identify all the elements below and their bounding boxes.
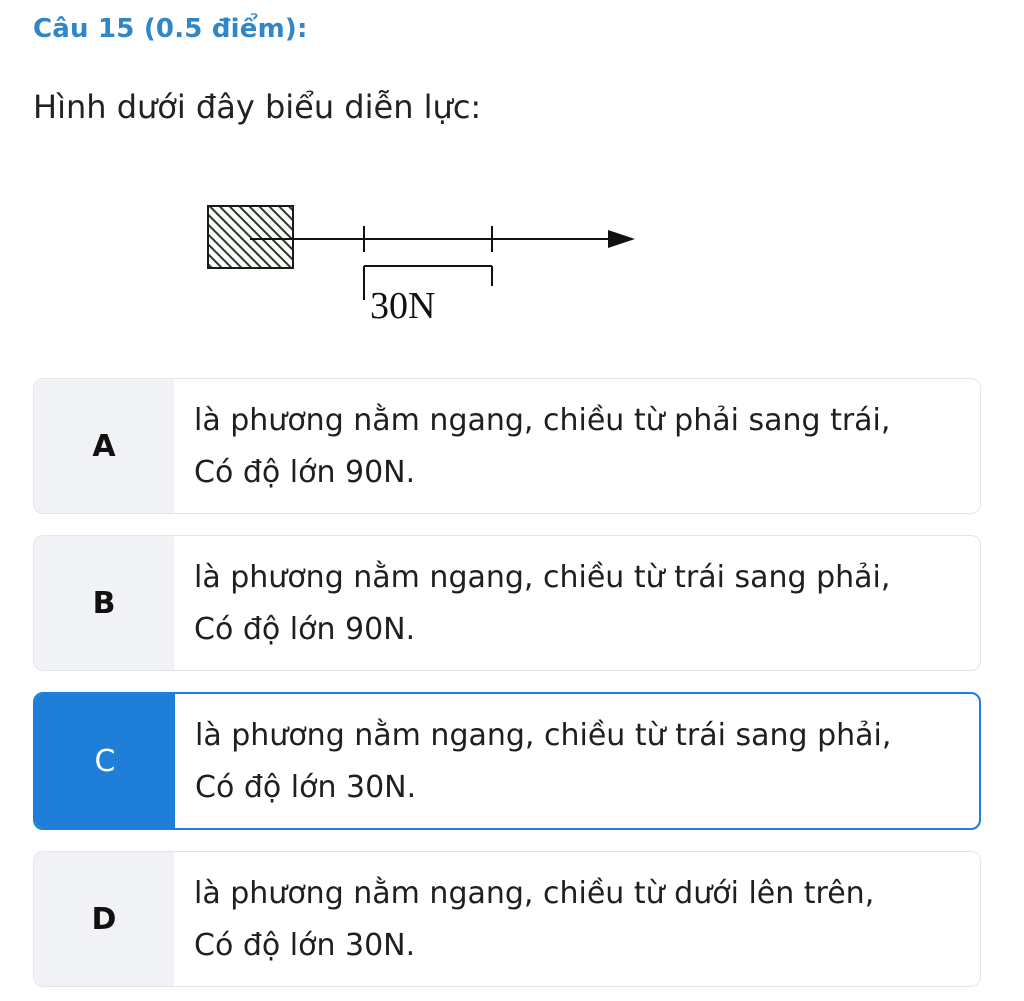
scale-label: 30N (370, 285, 436, 327)
option-text-line1: là phương nằm ngang, chiều từ dưới lên trên, (194, 876, 875, 911)
object-block (208, 206, 293, 268)
option-letter: C (35, 694, 175, 828)
option-text (174, 536, 980, 670)
question-prompt: Hình dưới đây biểu diễn lực: (33, 88, 482, 126)
option-text (174, 852, 980, 986)
option-text-line2: Có độ lớn 30N. (194, 928, 416, 963)
option-text-line2: Có độ lớn 90N. (194, 455, 416, 490)
question-header: Câu 15 (0.5 điểm): (33, 14, 308, 44)
option-text-line2: Có độ lớn 30N. (195, 770, 417, 805)
answer-option-c[interactable] (33, 692, 981, 830)
answer-option-b[interactable] (33, 535, 981, 671)
option-letter: A (34, 379, 174, 513)
option-letter: B (34, 536, 174, 670)
option-text-line1: là phương nằm ngang, chiều từ trái sang phải, (195, 718, 892, 753)
answer-option-d[interactable] (33, 851, 981, 987)
option-text-line1: là phương nằm ngang, chiều từ trái sang phải, (194, 560, 891, 595)
force-diagram-svg (190, 188, 660, 338)
option-text-line2: Có độ lớn 90N. (194, 612, 416, 647)
force-diagram (190, 188, 660, 338)
option-letter: D (34, 852, 174, 986)
force-arrowhead-icon (608, 230, 635, 248)
option-text (175, 694, 979, 828)
answer-option-a[interactable] (33, 378, 981, 514)
option-text (174, 379, 980, 513)
option-text-line1: là phương nằm ngang, chiều từ phải sang trái, (194, 403, 891, 438)
